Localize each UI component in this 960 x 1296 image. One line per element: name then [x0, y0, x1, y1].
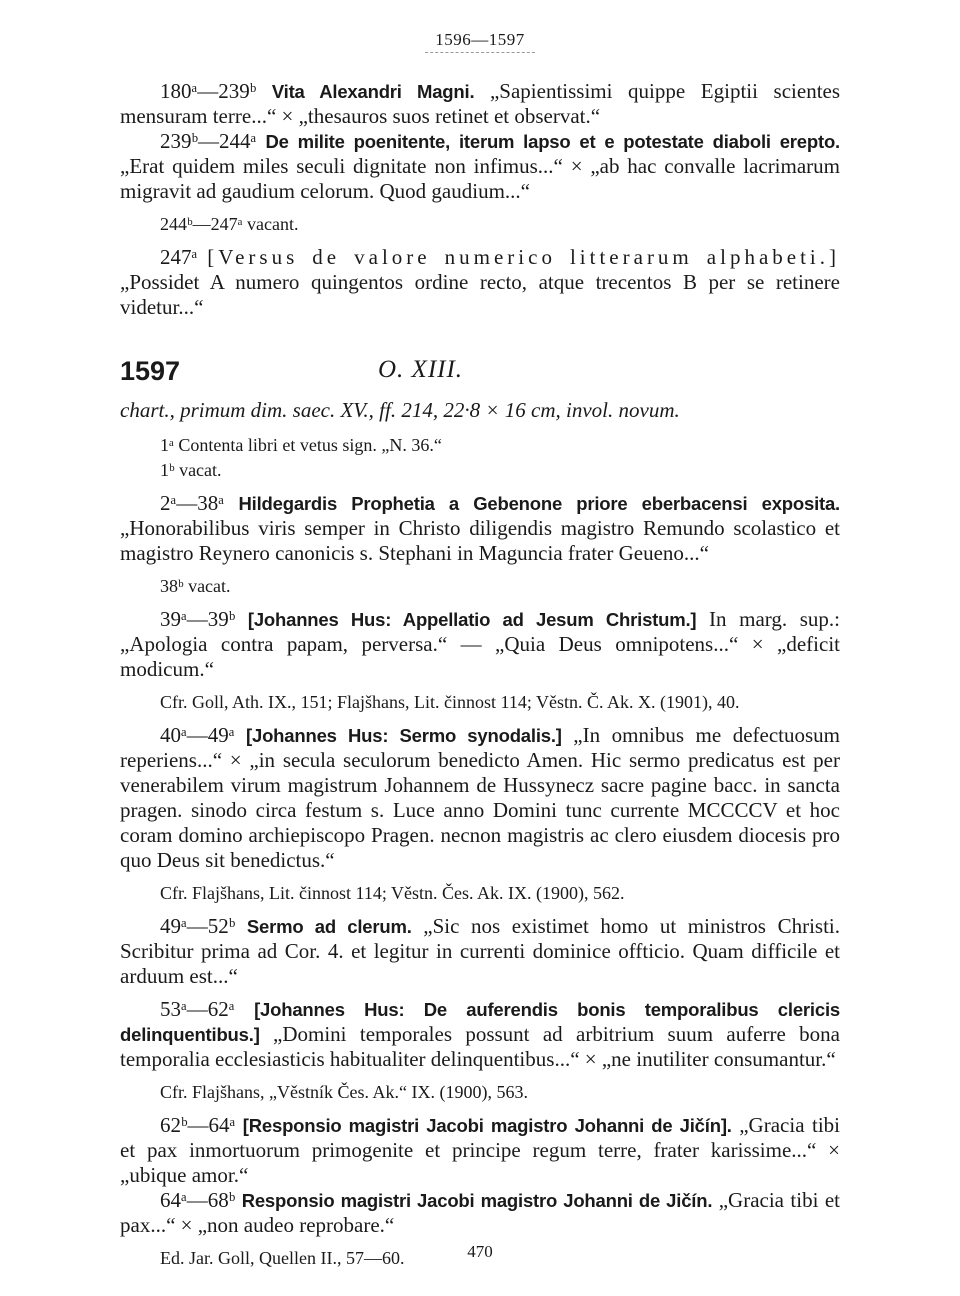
item-title-spaced: [Versus de valore numerico litterarum alphabeti.] — [207, 245, 841, 269]
codex-description: chart., primum dim. saec. XV., ff. 214, 22·8 × 16 cm, invol. novum. — [120, 398, 680, 422]
item-hildegardis — [120, 491, 840, 566]
item-text: „Erat quidem miles seculi dignitate non infimus...“ × „ab hac convalle lacrimarum migravit ad gaudium celorum. Quod gaudium...“ — [120, 154, 840, 203]
item-appellatio — [120, 607, 840, 682]
item-text: „Gracia tibi et pax...“ × „non audeo reprobare.“ — [120, 1188, 841, 1237]
shelf-signature: O. XIII. — [378, 356, 464, 383]
page-body — [120, 30, 840, 1271]
contents-note: 1ᵃ Contenta libri et vetus sign. „N. 36.“ — [160, 435, 442, 455]
folio-range: 53ᵃ—62ᵃ — [160, 997, 235, 1021]
item-title: [Johannes Hus: Sermo synodalis.] — [246, 725, 562, 746]
item-de-milite — [120, 129, 840, 204]
running-title: 1596—1597 — [435, 30, 525, 49]
item-title: [Responsio magistri Jacobi magistro Johanni de Jičín]. — [242, 1115, 732, 1136]
item-sermo-synodalis — [120, 723, 840, 873]
citation-note: Cfr. Flajšhans, Lit. činnost 114; Věstn. Čes. Ak. IX. (1900), 562. — [160, 883, 625, 903]
item-text: „In omnibus me defectuosum reperiens...“ × „in secula seculorum benedicto Amen. Hic sermo predicatus est per venerabilem virum magistrum Johannem de Hussynecz sacre pagine bacc. in sancta pragen. sinodo circa festum s. Luce anno Domini tunc currente MCCCCV et hoc coram domino archiepiscopo Pragen. necnon magistris ac clero eiusdem diocesis pro quo Deus sit benedictus.“ — [120, 723, 841, 872]
item-title: [Johannes Hus: Appellatio ad Jesum Christum.] — [247, 609, 697, 630]
item-text: „Sapientissimi quippe Egiptii scientes mensuram terre...“ × „thesauros suos retinet et observat.“ — [120, 79, 841, 128]
vacat-note: 1ᵇ vacat. — [160, 460, 222, 480]
folio-range: 40ᵃ—49ᵃ — [160, 723, 235, 747]
item-title: Vita Alexandri Magni. — [271, 81, 475, 102]
item-title: Responsio magistri Jacobi magistro Johanni de Jičín. — [241, 1190, 713, 1211]
folio-range: 49ᵃ—52ᵇ — [160, 914, 236, 938]
entry-number: 1597 — [120, 356, 181, 386]
folio-range: 39ᵃ—39ᵇ — [160, 607, 236, 631]
item-text: In marg. sup.: „Apologia contra papam, perversa.“ — „Quia Deus omnipotens...“ × „deficit modicum.“ — [120, 607, 840, 681]
item-title: Sermo ad clerum. — [246, 916, 412, 937]
vacant-note: 244ᵇ—247ᵃ vacant. — [160, 214, 299, 234]
folio-range: 180ᵃ—239ᵇ — [160, 79, 257, 103]
item-text: „Sic nos existimet homo ut ministros Christi. Scribitur prima ad Cor. 4. et legitur in currenti dominice offticio. Quam difficile et arduum est...“ — [120, 914, 840, 988]
citation-note: Cfr. Flajšhans, „Věstník Čes. Ak.“ IX. (1900), 563. — [160, 1082, 528, 1102]
item-versus — [120, 245, 840, 320]
item-title: De milite poenitente, iterum lapso et e potestate diaboli erepto. — [265, 131, 840, 152]
entry-heading — [120, 354, 840, 394]
edition-note: Ed. Jar. Goll, Quellen II., 57—60. — [160, 1248, 405, 1268]
item-title: Hildegardis Prophetia a Gebenone priore eberbacensi exposita. — [238, 493, 840, 514]
item-responsio-1 — [120, 1113, 840, 1188]
folio-range: 239ᵇ—244ᵃ — [160, 129, 257, 153]
item-title: [Johannes Hus: De auferendis bonis temporalibus clericis delinquentibus.] — [120, 999, 840, 1045]
folio-range: 247ᵃ — [160, 245, 198, 269]
item-text: „Gracia tibi et pax inmortuorum primogenite et principe regum terre, frater karissime...“ × „ubique amor.“ — [120, 1113, 841, 1187]
item-sermo-ad-clerum — [120, 914, 840, 989]
item-text: „Honorabilibus viris semper in Christo diligendis magistro Remundo scolastico et magistro Reynero canonicis s. Stephani in Maguncia frater Geueno...“ — [120, 516, 840, 565]
citation-note: Cfr. Goll, Ath. IX., 151; Flajšhans, Lit. činnost 114; Věstn. Č. Ak. X. (1901), 40. — [160, 692, 740, 712]
item-text: „Domini temporales possunt ad arbitrium suum auferre bona temporalia ecclesiasticis habitualiter delinquentibus...“ × „ne inutiliter consumantur.“ — [120, 1022, 840, 1071]
page-number: 470 — [467, 1242, 493, 1261]
item-responsio-2 — [120, 1188, 840, 1238]
item-de-auferendis — [120, 997, 840, 1072]
folio-range: 62ᵇ—64ᵃ — [160, 1113, 236, 1137]
item-vita-alexandri — [120, 79, 840, 129]
vacat-note: 38ᵇ vacat. — [160, 576, 231, 596]
header-rule — [425, 52, 535, 53]
item-text: „Possidet A numero quingentos ordine recto, atque trecentos B per se retinere videtur...“ — [120, 270, 840, 319]
folio-range: 2ᵃ—38ᵃ — [160, 491, 224, 515]
folio-range: 64ᵃ—68ᵇ — [160, 1188, 236, 1212]
